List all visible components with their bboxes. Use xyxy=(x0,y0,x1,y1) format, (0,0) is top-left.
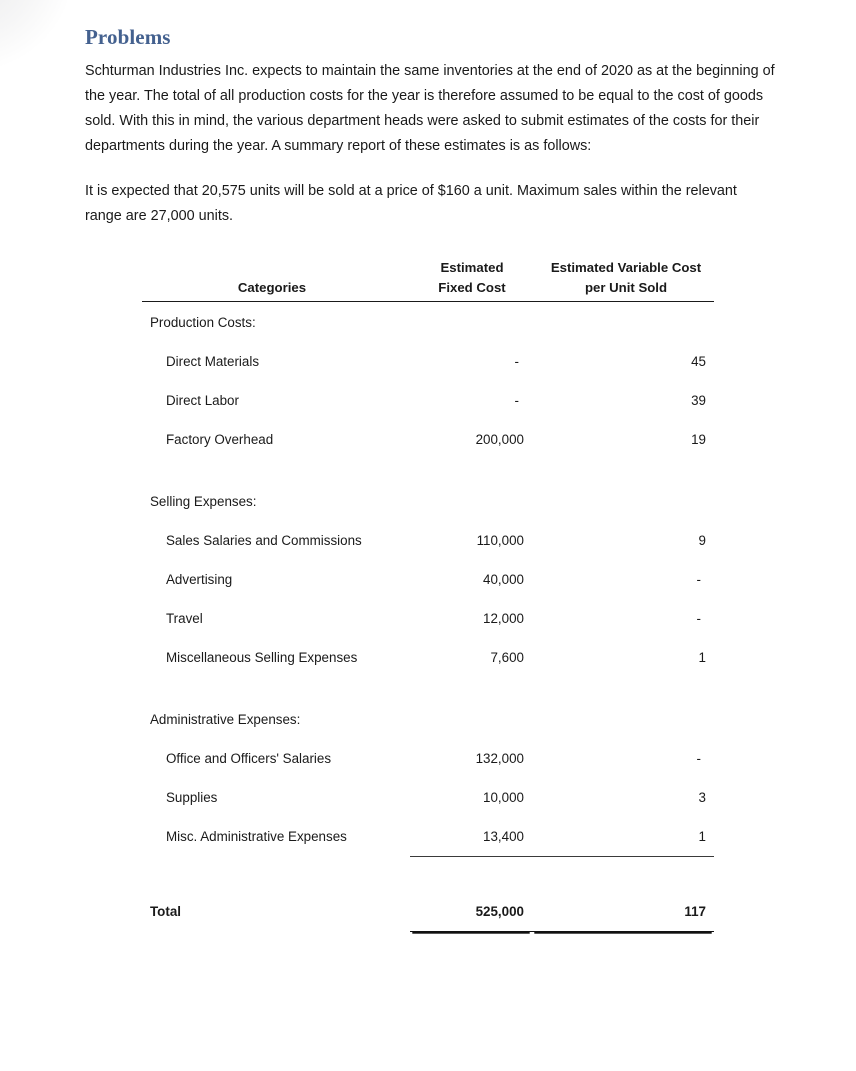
row-variable-cost: - xyxy=(696,751,701,766)
section-fixed-empty xyxy=(410,699,532,739)
section-variable-empty xyxy=(532,699,714,739)
row-fixed-cost: - xyxy=(514,393,519,408)
section-variable-empty xyxy=(532,302,714,343)
row-label: Miscellaneous Selling Expenses xyxy=(166,650,358,665)
row-variable-cost: - xyxy=(696,611,701,626)
row-fixed-cost: 7,600 xyxy=(490,650,524,665)
section-title: Administrative Expenses: xyxy=(150,711,301,727)
row-label: Travel xyxy=(166,611,203,626)
total-variable-cost: 117 xyxy=(532,891,714,932)
scan-shadow-artifact xyxy=(0,0,70,74)
table-row xyxy=(142,778,714,817)
table-section-header-row xyxy=(142,699,714,739)
row-label: Direct Materials xyxy=(166,354,260,369)
column-header-estimated-variable-cost xyxy=(532,258,714,302)
row-variable-cost: 45 xyxy=(691,354,706,369)
total-fixed-cost: 525,000 xyxy=(410,891,532,932)
row-fixed-cost: 40,000 xyxy=(483,572,524,587)
table-section-header-row xyxy=(142,302,714,343)
row-fixed-cost: 110,000 xyxy=(476,533,524,548)
row-label: Misc. Administrative Expenses xyxy=(166,829,347,845)
table-row xyxy=(142,381,714,420)
table-total-row xyxy=(142,891,714,932)
table-row xyxy=(142,599,714,638)
table-spacer-row xyxy=(142,459,714,481)
row-label: Supplies xyxy=(166,790,218,805)
row-fixed-cost: 12,000 xyxy=(483,611,524,626)
column-header-fixed-line2: Fixed Cost xyxy=(438,280,506,295)
spacer-cell xyxy=(142,459,410,481)
row-variable-cost: 1 xyxy=(698,650,706,665)
table-total-gap-row xyxy=(142,857,714,892)
row-fixed-cost: 13,400 xyxy=(410,817,532,857)
section-fixed-empty xyxy=(410,481,532,521)
row-fixed-cost: 10,000 xyxy=(483,790,524,805)
row-variable-cost: 1 xyxy=(532,817,714,857)
table-row xyxy=(142,521,714,560)
row-fixed-cost: - xyxy=(514,354,519,369)
cost-estimates-table-container xyxy=(142,258,714,932)
column-header-variable-line2: per Unit Sold xyxy=(584,280,668,295)
column-header-categories xyxy=(142,258,410,302)
total-label: Total xyxy=(150,903,181,919)
row-fixed-cost: 132,000 xyxy=(475,751,524,766)
row-variable-cost: - xyxy=(696,572,701,587)
section-fixed-empty xyxy=(410,302,532,343)
table-row xyxy=(142,560,714,599)
column-header-fixed-line1: Estimated xyxy=(440,260,504,275)
section-variable-empty xyxy=(532,481,714,521)
column-header-categories-label: Categories xyxy=(237,280,307,295)
column-header-variable-line1: Estimated Variable Cost xyxy=(550,260,702,275)
table-row xyxy=(142,420,714,459)
spacer-cell xyxy=(532,459,714,481)
row-variable-cost: 39 xyxy=(691,393,706,408)
spacer-cell xyxy=(410,677,532,699)
spacer-cell xyxy=(410,459,532,481)
spacer-cell xyxy=(410,857,532,892)
row-label: Sales Salaries and Commissions xyxy=(166,533,362,548)
page-title: Problems xyxy=(85,25,171,49)
row-variable-cost: 9 xyxy=(698,533,706,548)
row-label: Factory Overhead xyxy=(166,432,274,447)
table-body xyxy=(142,302,714,932)
row-variable-cost: 19 xyxy=(691,432,706,447)
section-title: Selling Expenses: xyxy=(150,493,257,509)
column-header-estimated-fixed-cost xyxy=(410,258,532,302)
spacer-cell xyxy=(142,677,410,699)
table-row xyxy=(142,817,714,857)
row-label: Direct Labor xyxy=(166,393,239,408)
row-label: Office and Officers' Salaries xyxy=(166,751,332,766)
intro-paragraph: Schturman Industries Inc. expects to maintain the same inventories at the end of 2020 as at the beginning of the year. The total of all production costs for the year is therefore assumed to be equal to the cost of goods sold. With this in mind, the various department heads were asked to submit estimates of the costs for their departments during the year. A summary report of these estimates is as follows: xyxy=(85,63,775,154)
spacer-cell xyxy=(532,677,714,699)
sales-assumption-paragraph: It is expected that 20,575 units will be sold at a price of $160 a unit. Maximum sales within the relevant range are 27,000 units. xyxy=(85,183,737,224)
table-header-row xyxy=(142,258,714,302)
table-row xyxy=(142,342,714,381)
document-body xyxy=(85,25,775,247)
spacer-cell xyxy=(532,857,714,892)
cost-estimates-table xyxy=(142,258,714,932)
table-header xyxy=(142,258,714,302)
table-spacer-row xyxy=(142,677,714,699)
row-variable-cost: 3 xyxy=(698,790,706,805)
section-title: Production Costs: xyxy=(150,314,256,330)
row-label: Advertising xyxy=(166,572,233,587)
spacer-cell xyxy=(142,857,410,892)
row-fixed-cost: 200,000 xyxy=(475,432,524,447)
table-row xyxy=(142,638,714,677)
table-row xyxy=(142,739,714,778)
table-section-header-row xyxy=(142,481,714,521)
